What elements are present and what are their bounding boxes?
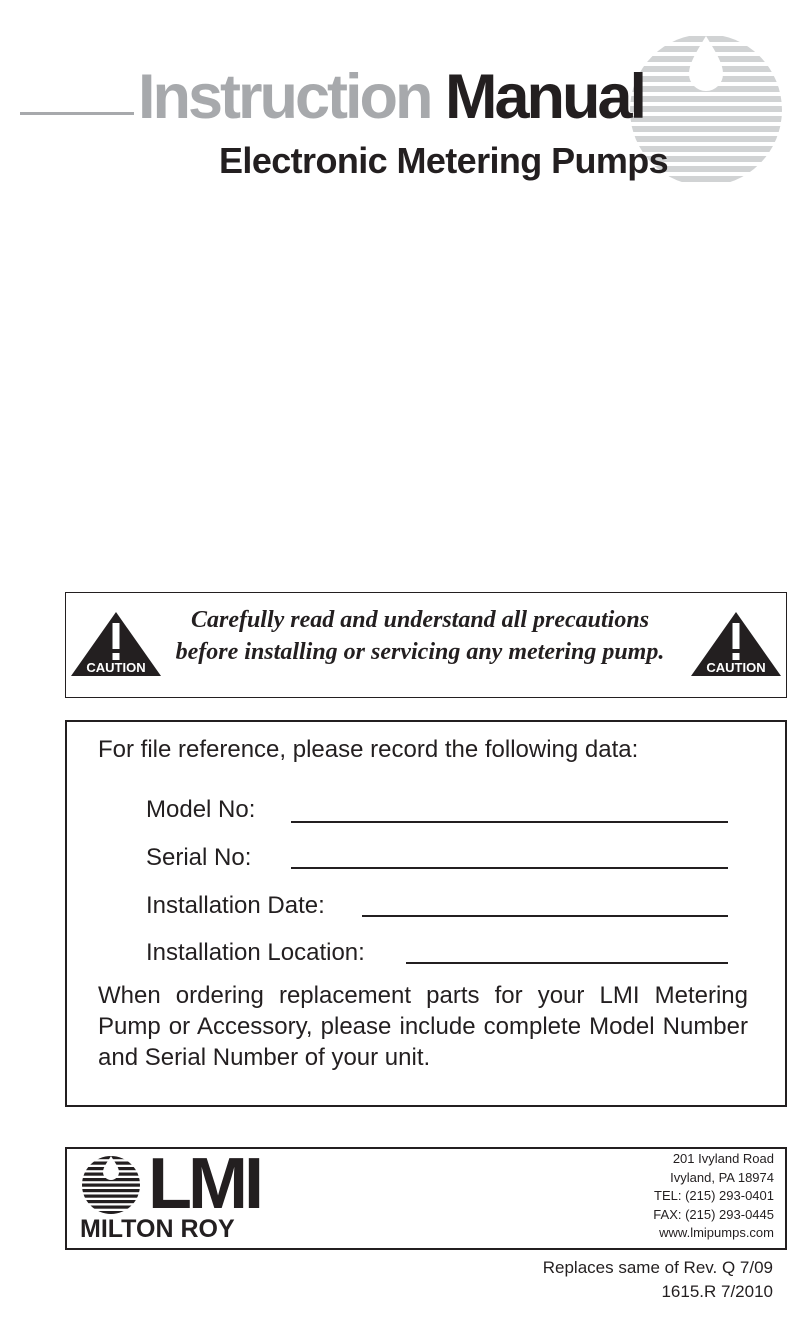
title-manual: Manual [445,62,645,132]
model-no-label: Model No: [146,796,256,823]
caution-line-1: Carefully read and understand all precautions [190,607,650,633]
lmi-globe-logo-icon [81,1155,141,1215]
header-rule [20,112,134,115]
address-website[interactable]: www.lmipumps.com [659,1225,774,1240]
installation-date-label: Installation Date: [146,892,325,919]
revision-info [470,1256,773,1304]
caution-label: CAUTION [86,660,146,675]
installation-date-field[interactable] [362,915,728,917]
installation-location-label: Installation Location: [146,939,365,966]
ordering-note: When ordering replacement parts for your LMI Metering Pump or Accessory, please include complete Model Number and Serial Number of your unit. [98,982,748,1071]
serial-no-label: Serial No: [146,844,252,871]
address-street: 201 Ivyland Road [672,1151,774,1166]
record-intro: For file reference, please record the following data: [98,736,639,763]
caution-warning-icon [70,611,162,677]
caution-line-2: before installing or servicing any metering pump. [175,639,665,665]
title-instruction: Instruction [138,62,431,132]
installation-location-field[interactable] [406,962,728,964]
address-tel: TEL: (215) 293-0401 [654,1188,774,1203]
company-address [560,1150,774,1243]
caution-message [150,604,690,668]
document-number: 1615.R 7/2010 [661,1282,773,1301]
milton-roy-brand: MILTON ROY [80,1215,235,1243]
address-fax: FAX: (215) 293-0445 [653,1206,774,1222]
model-no-field[interactable] [291,821,728,823]
address-city: Ivyland, PA 18974 [670,1169,774,1185]
caution-label: CAUTION [706,660,766,675]
serial-no-field[interactable] [291,867,728,869]
page-title [138,62,738,132]
caution-warning-icon [690,611,782,677]
lmi-brand: LMI [148,1144,260,1224]
page-subtitle: Electronic Metering Pumps [219,140,669,181]
revision-replaces: Replaces same of Rev. Q 7/09 [542,1258,773,1277]
